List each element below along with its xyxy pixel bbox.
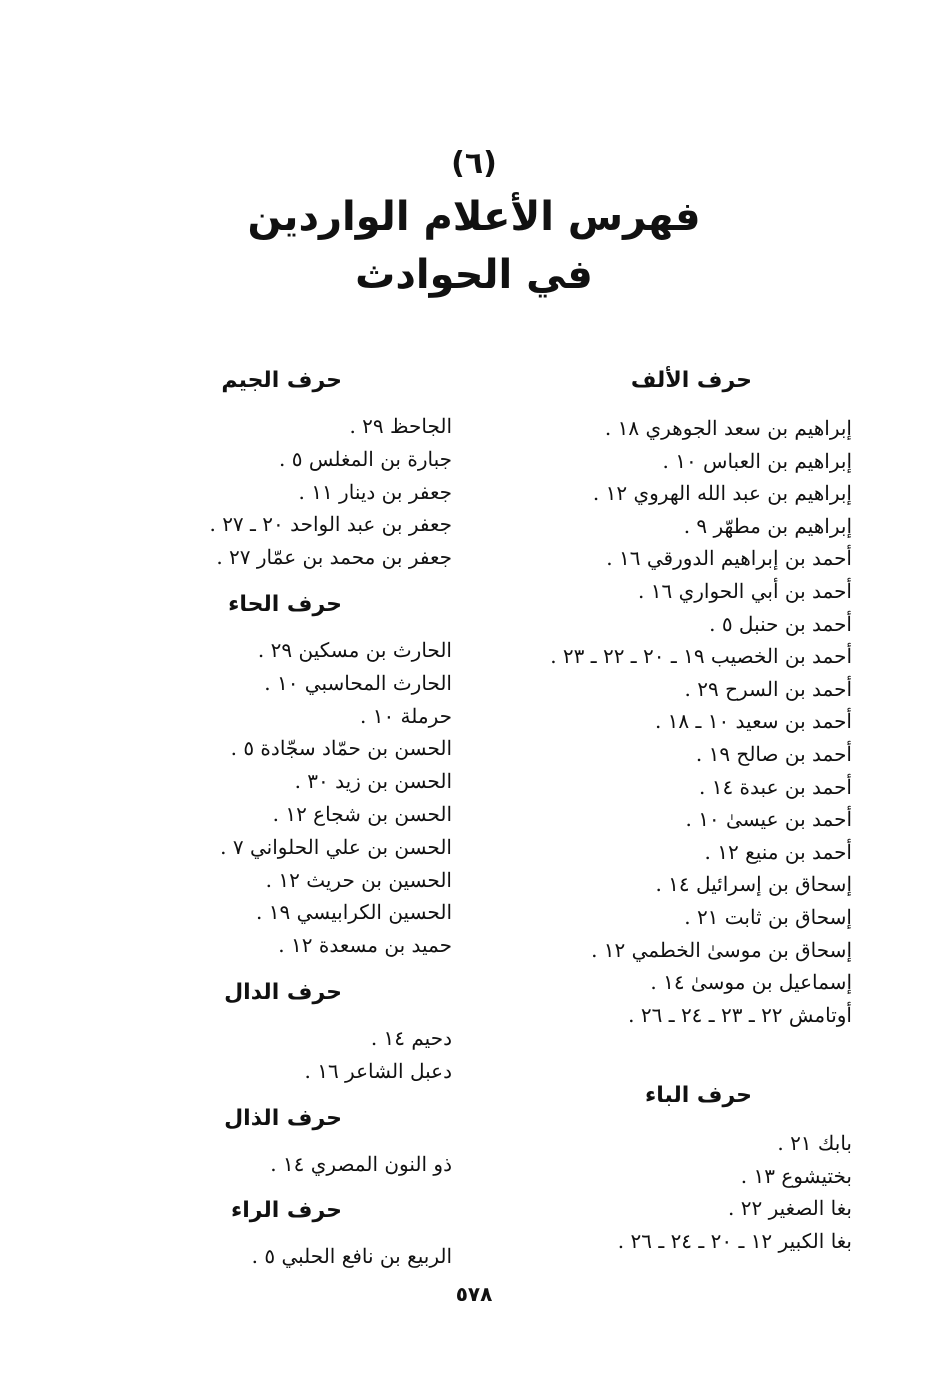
index-entry: الحسن بن شجاع ١٢ . — [272, 801, 452, 826]
entry-list — [192, 410, 452, 574]
index-entry: إسحاق بن إسرائيل ١٤ . — [655, 872, 852, 897]
section-heading: حرف الذال — [224, 1105, 342, 1131]
index-entry: دحيم ١٤ . — [370, 1025, 452, 1050]
index-entry: جعفر بن دينار ١١ . — [298, 479, 452, 504]
right-column — [512, 364, 852, 1258]
index-entry: إبراهيم بن عبد الله الهروي ١٢ . — [592, 481, 852, 506]
index-entry: الحسن بن حمّاد سجّادة ٥ . — [230, 736, 452, 761]
index-entry: الحسين بن حريث ١٢ . — [265, 867, 452, 892]
section-heading: حرف الباء — [644, 1083, 752, 1109]
index-entry: أحمد بن السرح ٢٩ . — [684, 676, 852, 701]
index-entry: بغا الصغير ٢٢ . — [728, 1196, 852, 1221]
section-heading: حرف الجيم — [221, 368, 342, 393]
index-entry: الجاحظ ٢٩ . — [349, 414, 452, 438]
section-heading: حرف الحاء — [228, 591, 342, 617]
page-number: ٥٧٨ — [455, 1282, 493, 1306]
section-gap — [192, 574, 452, 588]
entry-list — [192, 1240, 452, 1273]
index-entry: أحمد بن الخصيب ١٩ ـ ٢٠ ـ ٢٢ ـ ٢٣ . — [550, 644, 852, 669]
left-column — [192, 364, 452, 1273]
section-heading: حرف الألف — [630, 368, 752, 393]
index-entry: بابك ٢١ . — [777, 1131, 852, 1156]
index-number: (٦) — [451, 146, 497, 181]
index-entry: حميد بن مسعدة ١٢ . — [278, 933, 452, 958]
section-gap — [192, 1180, 452, 1194]
entry-list — [512, 1127, 852, 1257]
index-entry: إسحاق بن ثابت ٢١ . — [684, 904, 852, 929]
section-heading: حرف الدال — [224, 979, 342, 1005]
index-entry: الربيع بن نافع الحلبي ٥ . — [251, 1244, 452, 1269]
index-entry: الحسن بن علي الحلواني ٧ . — [220, 834, 452, 859]
index-entry: إبراهيم بن مطهّر ٩ . — [683, 513, 852, 538]
index-entry: إسماعيل بن موسىٰ ١٤ . — [650, 970, 852, 995]
index-entry: أحمد بن سعيد ١٠ ـ ١٨ . — [654, 709, 852, 734]
index-entry: دعبل الشاعر ١٦ . — [304, 1058, 452, 1083]
entry-list — [192, 634, 452, 962]
page-title-line2: في الحوادث — [355, 252, 593, 298]
index-entry: أحمد بن حنبل ٥ . — [709, 611, 852, 636]
entry-list — [192, 1022, 452, 1088]
section-gap — [192, 1088, 452, 1102]
index-entry: الحسين الكرابيسي ١٩ . — [256, 900, 452, 925]
section-gap — [512, 1031, 852, 1079]
index-entry: أوتامش ٢٢ ـ ٢٣ ـ ٢٤ ـ ٢٦ . — [628, 1002, 852, 1027]
entry-list — [512, 412, 852, 1031]
index-entry: جبارة بن المغلس ٥ . — [279, 446, 452, 471]
section-gap — [192, 962, 452, 976]
index-entry: بغا الكبير ١٢ ـ ٢٠ ـ ٢٤ ـ ٢٦ . — [617, 1229, 852, 1254]
index-entry: الحسن بن زيد ٣٠ . — [294, 769, 452, 794]
entry-list — [192, 1148, 452, 1181]
index-entry: أحمد بن عبدة ١٤ . — [699, 774, 852, 799]
index-entry: أحمد بن عيسىٰ ١٠ . — [685, 807, 852, 832]
index-entry: أحمد بن أبي الحواري ١٦ . — [638, 578, 852, 603]
index-entry: جعفر بن محمد بن عمّار ٢٧ . — [216, 545, 452, 570]
index-entry: إبراهيم بن العباس ١٠ . — [662, 448, 852, 473]
index-entry: ذو النون المصري ١٤ . — [270, 1151, 452, 1176]
index-entry: إبراهيم بن سعد الجوهري ١٨ . — [604, 416, 852, 440]
index-entry: بختيشوع ١٣ . — [740, 1163, 852, 1188]
index-entry: الحارث المحاسبي ١٠ . — [264, 670, 452, 695]
index-entry: حرملة ١٠ . — [359, 703, 452, 728]
index-entry: الحارث بن مسكين ٢٩ . — [257, 637, 452, 662]
index-entry: أحمد بن إبراهيم الدورقي ١٦ . — [606, 546, 852, 571]
index-entry: أحمد بن صالح ١٩ . — [695, 741, 852, 766]
page-title-line1: فهرس الأعلام الواردين — [247, 194, 701, 240]
section-heading: حرف الراء — [230, 1198, 342, 1224]
index-entry: إسحاق بن موسىٰ الخطمي ١٢ . — [591, 937, 852, 962]
index-entry: جعفر بن عبد الواحد ٢٠ ـ ٢٧ . — [209, 512, 452, 537]
index-entry: أحمد بن منيع ١٢ . — [704, 839, 852, 864]
